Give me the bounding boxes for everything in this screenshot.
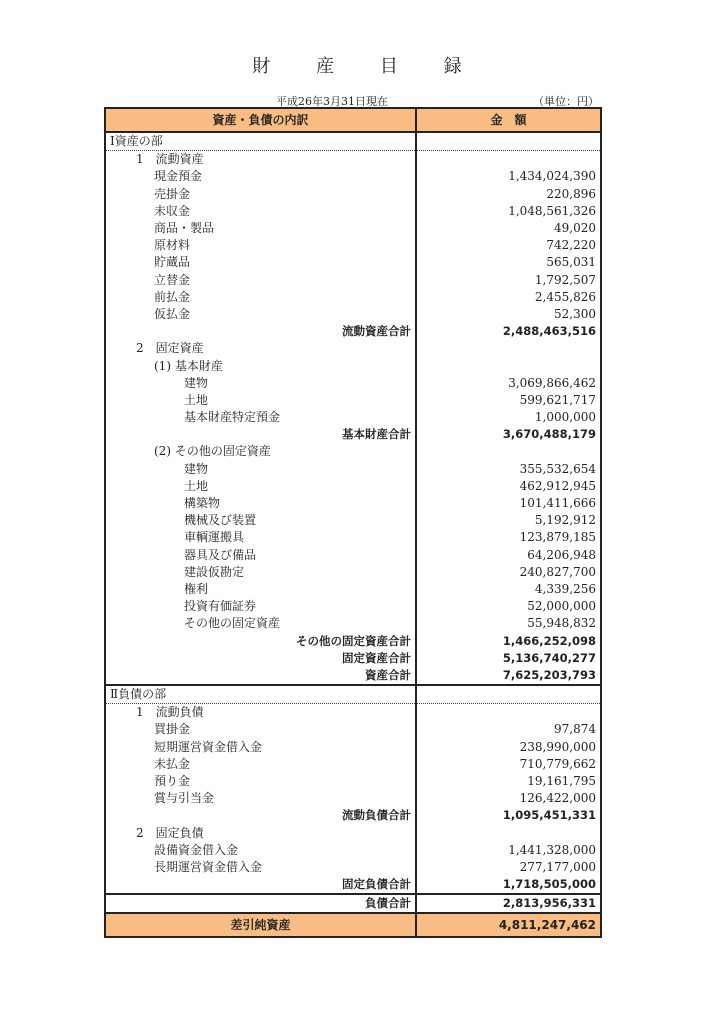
row-amount: 5,192,912 bbox=[416, 512, 601, 529]
subtotal-row bbox=[105, 876, 601, 894]
table-row bbox=[105, 773, 601, 790]
row-amount: 2,813,956,331 bbox=[416, 894, 601, 913]
row-label: 1 流動資産 bbox=[105, 151, 416, 169]
row-amount: 710,779,662 bbox=[416, 756, 601, 773]
as-of-date: 平成26年3月31日現在 bbox=[276, 95, 388, 108]
row-label: 構築物 bbox=[105, 495, 416, 512]
subtotal-row bbox=[105, 323, 601, 340]
row-label: 負債合計 bbox=[105, 894, 416, 913]
row-amount: 462,912,945 bbox=[416, 478, 601, 495]
row-label: 流動負債合計 bbox=[105, 807, 416, 824]
row-amount: 1,434,024,390 bbox=[416, 168, 601, 185]
page-title: 財 産 目 録 bbox=[252, 56, 482, 77]
row-label: 2 固定負債 bbox=[105, 825, 416, 842]
table-row bbox=[105, 272, 601, 289]
row-amount: 1,095,451,331 bbox=[416, 807, 601, 824]
table-row bbox=[105, 168, 601, 185]
row-label: 1 流動負債 bbox=[105, 704, 416, 722]
row-label: その他の固定資産合計 bbox=[105, 632, 416, 649]
row-amount: 7,625,203,793 bbox=[416, 667, 601, 685]
row-label: 土地 bbox=[105, 392, 416, 409]
row-amount bbox=[416, 151, 601, 169]
row-label: 仮払金 bbox=[105, 306, 416, 323]
row-amount: 277,177,000 bbox=[416, 859, 601, 876]
row-amount bbox=[416, 825, 601, 842]
row-label: 短期運営資金借入金 bbox=[105, 739, 416, 756]
row-label: Ⅰ資産の部 bbox=[105, 132, 416, 151]
table-row bbox=[105, 306, 601, 323]
table-row bbox=[105, 581, 601, 598]
row-label: 基本財産特定預金 bbox=[105, 409, 416, 426]
row-label: 機械及び装置 bbox=[105, 512, 416, 529]
row-amount: 1,466,252,098 bbox=[416, 632, 601, 649]
row-label: 固定負債合計 bbox=[105, 876, 416, 894]
row-label: 建設仮勘定 bbox=[105, 564, 416, 581]
row-label: 未収金 bbox=[105, 203, 416, 220]
row-amount: 1,000,000 bbox=[416, 409, 601, 426]
table-row bbox=[105, 289, 601, 306]
row-label: 商品・製品 bbox=[105, 220, 416, 237]
row-amount: 49,020 bbox=[416, 220, 601, 237]
row-label: 2 固定資産 bbox=[105, 340, 416, 357]
row-label: 流動資産合計 bbox=[105, 323, 416, 340]
row-amount: 742,220 bbox=[416, 237, 601, 254]
row-label: 資産合計 bbox=[105, 667, 416, 685]
row-label: 未払金 bbox=[105, 756, 416, 773]
column-header-breakdown: 資産・負債の内訳 bbox=[105, 108, 416, 132]
table-row bbox=[105, 461, 601, 478]
subtotal-row bbox=[105, 667, 601, 685]
row-label: 前払金 bbox=[105, 289, 416, 306]
subtotal-row bbox=[105, 894, 601, 913]
table-row bbox=[105, 842, 601, 859]
row-label: 建物 bbox=[105, 375, 416, 392]
row-amount: 3,670,488,179 bbox=[416, 426, 601, 443]
subtotal-row bbox=[105, 807, 601, 824]
row-amount bbox=[416, 132, 601, 151]
table-row bbox=[105, 704, 601, 722]
row-amount: 19,161,795 bbox=[416, 773, 601, 790]
row-label: 器具及び備品 bbox=[105, 547, 416, 564]
row-amount: 599,621,717 bbox=[416, 392, 601, 409]
row-label: 固定資産合計 bbox=[105, 650, 416, 667]
row-label: 買掛金 bbox=[105, 721, 416, 738]
row-amount: 101,411,666 bbox=[416, 495, 601, 512]
table-row bbox=[105, 237, 601, 254]
table-row bbox=[105, 598, 601, 615]
section-row bbox=[105, 685, 601, 704]
unit-note: （単位：円） bbox=[533, 95, 599, 108]
row-amount: 1,048,561,326 bbox=[416, 203, 601, 220]
table-row bbox=[105, 357, 601, 374]
row-label: 現金預金 bbox=[105, 168, 416, 185]
row-label: 建物 bbox=[105, 461, 416, 478]
table-row bbox=[105, 254, 601, 271]
row-label: 投資有価証券 bbox=[105, 598, 416, 615]
row-label: 預り金 bbox=[105, 773, 416, 790]
row-amount: 55,948,832 bbox=[416, 615, 601, 632]
table-row bbox=[105, 721, 601, 738]
row-amount: 1,718,505,000 bbox=[416, 876, 601, 894]
row-amount: 238,990,000 bbox=[416, 739, 601, 756]
net-assets-row bbox=[105, 913, 601, 937]
column-header-amount: 金 額 bbox=[416, 108, 601, 132]
table-row bbox=[105, 340, 601, 357]
row-amount: 355,532,654 bbox=[416, 461, 601, 478]
table-row bbox=[105, 529, 601, 546]
row-label: 土地 bbox=[105, 478, 416, 495]
table-row bbox=[105, 186, 601, 203]
table-row bbox=[105, 859, 601, 876]
table-row bbox=[105, 220, 601, 237]
table-row bbox=[105, 409, 601, 426]
table-row bbox=[105, 739, 601, 756]
table-row bbox=[105, 495, 601, 512]
row-amount: 123,879,185 bbox=[416, 529, 601, 546]
row-amount: 220,896 bbox=[416, 186, 601, 203]
asset-inventory-table bbox=[104, 107, 602, 938]
row-amount: 2,488,463,516 bbox=[416, 323, 601, 340]
row-label: 賞与引当金 bbox=[105, 790, 416, 807]
table-row bbox=[105, 756, 601, 773]
table-header-row bbox=[105, 108, 601, 132]
table-row bbox=[105, 564, 601, 581]
table-row bbox=[105, 392, 601, 409]
row-amount bbox=[416, 340, 601, 357]
row-amount: 52,000,000 bbox=[416, 598, 601, 615]
row-label: 原材料 bbox=[105, 237, 416, 254]
table-row bbox=[105, 790, 601, 807]
table-row bbox=[105, 443, 601, 460]
row-label: 売掛金 bbox=[105, 186, 416, 203]
row-label: 設備資金借入金 bbox=[105, 842, 416, 859]
subtotal-row bbox=[105, 632, 601, 649]
row-label: 権利 bbox=[105, 581, 416, 598]
row-amount: 5,136,740,277 bbox=[416, 650, 601, 667]
row-label: 立替金 bbox=[105, 272, 416, 289]
row-amount: 2,455,826 bbox=[416, 289, 601, 306]
row-amount: 64,206,948 bbox=[416, 547, 601, 564]
row-amount: 97,874 bbox=[416, 721, 601, 738]
row-label: 長期運営資金借入金 bbox=[105, 859, 416, 876]
table-row bbox=[105, 615, 601, 632]
row-amount: 3,069,866,462 bbox=[416, 375, 601, 392]
subtotal-row bbox=[105, 650, 601, 667]
section-row bbox=[105, 132, 601, 151]
table-row bbox=[105, 151, 601, 169]
row-label: その他の固定資産 bbox=[105, 615, 416, 632]
table-body bbox=[105, 132, 601, 937]
row-amount bbox=[416, 357, 601, 374]
row-amount: 1,792,507 bbox=[416, 272, 601, 289]
subtotal-row bbox=[105, 426, 601, 443]
row-label: (2) その他の固定資産 bbox=[105, 443, 416, 460]
row-amount: 4,339,256 bbox=[416, 581, 601, 598]
row-label: 差引純資産 bbox=[105, 913, 416, 937]
row-amount bbox=[416, 443, 601, 460]
table-row bbox=[105, 478, 601, 495]
row-amount: 1,441,328,000 bbox=[416, 842, 601, 859]
table-row bbox=[105, 512, 601, 529]
row-amount: 240,827,700 bbox=[416, 564, 601, 581]
row-amount bbox=[416, 685, 601, 704]
table-row bbox=[105, 547, 601, 564]
row-amount: 565,031 bbox=[416, 254, 601, 271]
row-amount bbox=[416, 704, 601, 722]
table-row bbox=[105, 203, 601, 220]
table-row bbox=[105, 825, 601, 842]
row-amount: 126,422,000 bbox=[416, 790, 601, 807]
row-label: 車輌運搬具 bbox=[105, 529, 416, 546]
row-amount: 52,300 bbox=[416, 306, 601, 323]
row-label: Ⅱ負債の部 bbox=[105, 685, 416, 704]
row-label: 貯蔵品 bbox=[105, 254, 416, 271]
row-label: 基本財産合計 bbox=[105, 426, 416, 443]
row-label: (1) 基本財産 bbox=[105, 357, 416, 374]
row-amount: 4,811,247,462 bbox=[416, 913, 601, 937]
table-row bbox=[105, 375, 601, 392]
